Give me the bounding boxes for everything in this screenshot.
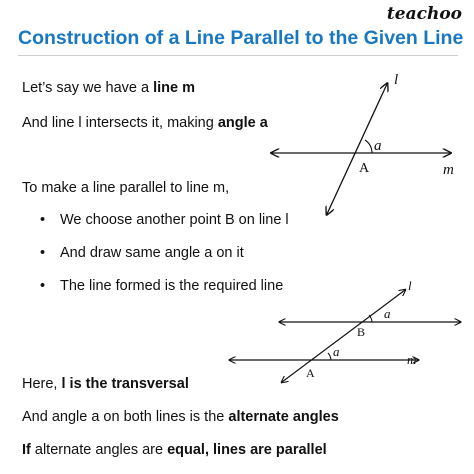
label-angle-a-bottom: a — [333, 344, 340, 359]
label-line-m-2: m — [407, 352, 417, 367]
text-line-1 — [22, 80, 195, 96]
bullet-item-3-text: The line formed is the required line — [60, 278, 284, 294]
bullet-dot: • — [40, 278, 46, 294]
label-angle-a-top: a — [384, 306, 391, 321]
text-line-6-bold-if: If — [22, 442, 31, 458]
brand-logo: teachoo — [386, 4, 462, 24]
text-line-4 — [22, 376, 189, 392]
label-point-b: B — [357, 325, 366, 339]
bullet-item-2 — [40, 245, 244, 261]
text-line-6-plain: alternate angles are — [30, 442, 168, 458]
text-line-4-plain: Here, — [22, 376, 62, 392]
bullet-dot: • — [40, 212, 46, 228]
label-point-a-2: A — [306, 366, 315, 380]
label-line-l-2: l — [408, 278, 412, 293]
label-angle-a: a — [374, 138, 382, 154]
text-line-1-bold: line m — [153, 80, 196, 96]
text-line-5-bold: alternate angles — [228, 409, 339, 425]
text-line-5 — [22, 409, 339, 425]
page-title: Construction of a Line Parallel to the Given Line — [18, 27, 464, 49]
text-line-5-plain: And angle a on both lines is the — [22, 409, 229, 425]
text-line-2 — [22, 115, 268, 131]
label-line-m: m — [443, 162, 454, 178]
bullet-item-1 — [40, 212, 289, 228]
label-point-a: A — [359, 161, 370, 176]
text-line-4-bold: l is the transversal — [61, 376, 189, 392]
angle-arc-bottom — [328, 353, 331, 360]
title-divider — [18, 55, 458, 56]
diagram-transversal — [260, 70, 474, 230]
text-line-2-plain: And line l intersects it, making — [22, 115, 218, 131]
transversal-l — [282, 290, 405, 382]
text-line-1-plain: Let’s say we have a — [22, 80, 154, 96]
angle-a-arc — [365, 140, 372, 153]
text-line-6-bold: equal, lines are parallel — [167, 442, 327, 458]
diagram-parallel-lines — [220, 270, 474, 385]
bullet-dot: • — [40, 245, 46, 261]
label-line-l: l — [394, 72, 399, 88]
bullet-item-1-text: We choose another point B on line l — [60, 212, 289, 228]
text-line-3: To make a line parallel to line m, — [22, 180, 230, 196]
bullet-item-2-text: And draw same angle a on it — [60, 245, 244, 261]
text-line-6 — [22, 442, 327, 458]
text-line-2-bold: angle a — [217, 115, 268, 131]
